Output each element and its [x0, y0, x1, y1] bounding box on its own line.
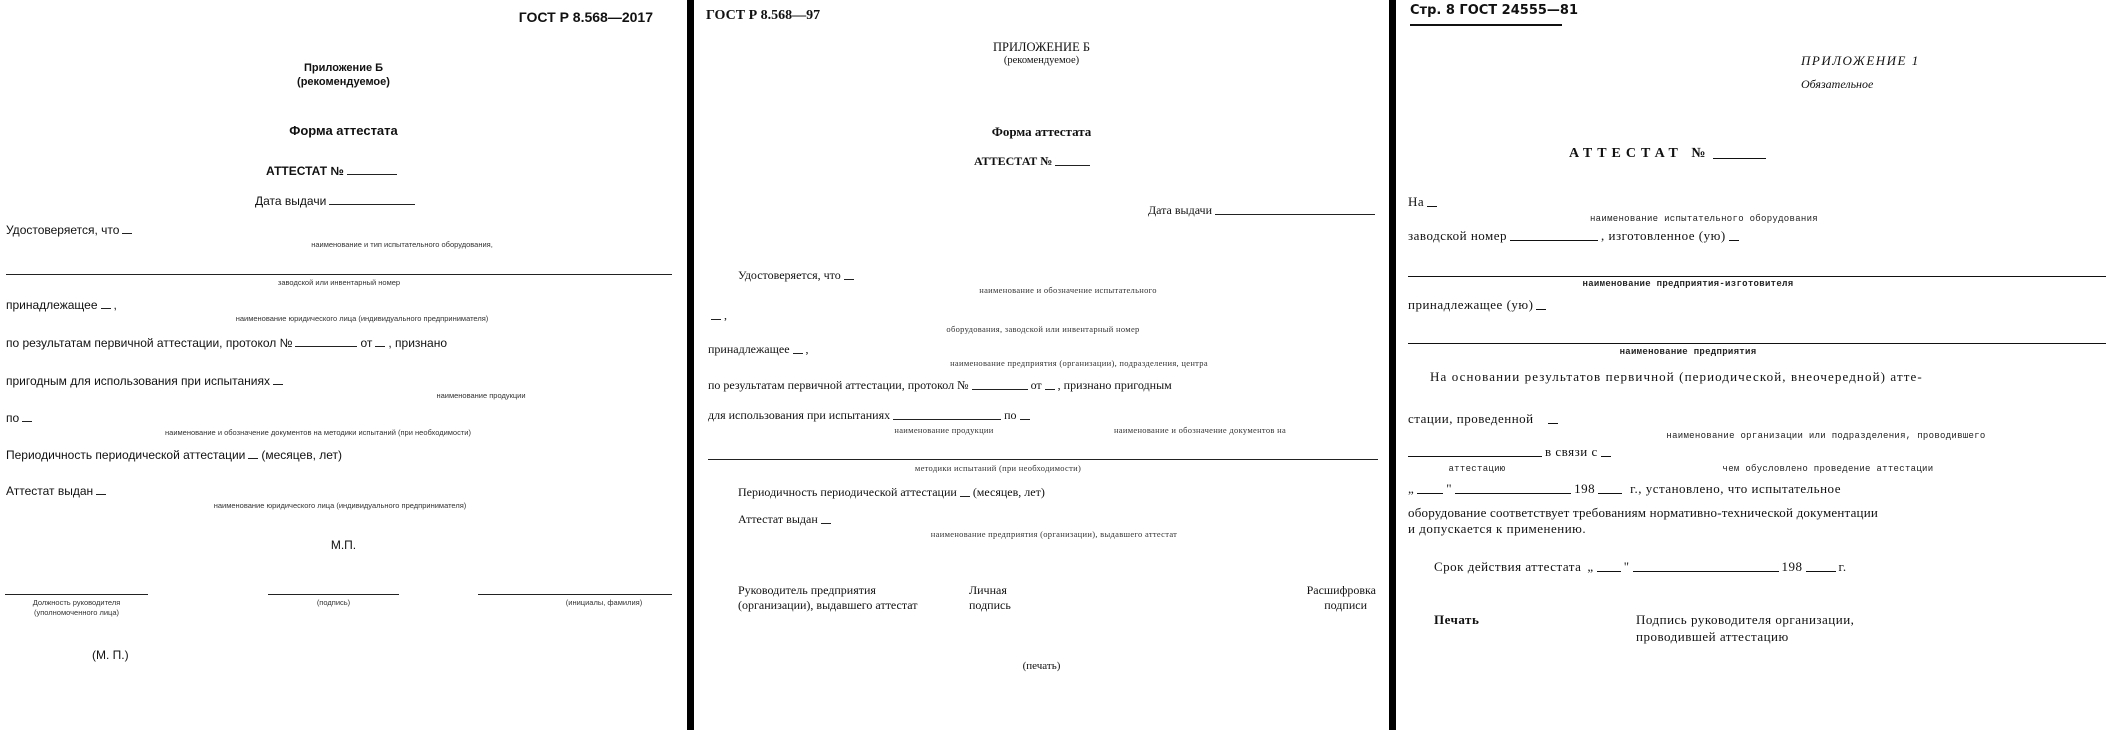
product-field[interactable] — [273, 384, 283, 385]
comma: , — [724, 308, 727, 322]
periodicity-units: (месяцев, лет) — [261, 448, 343, 462]
standard-header: ГОСТ Р 8.568—2017 — [518, 9, 653, 25]
quote-open: „ — [1408, 481, 1415, 496]
name-caption: (инициалы, фамилия) — [565, 598, 643, 607]
validity-label: Срок действия аттестата — [1434, 559, 1582, 574]
belongs-row — [6, 298, 678, 312]
organization-field[interactable] — [1548, 423, 1558, 424]
equipment-serial-row — [708, 308, 1384, 323]
day-field[interactable] — [1417, 493, 1443, 494]
protocol-number-field[interactable] — [972, 389, 1028, 390]
issue-date-field[interactable] — [1215, 214, 1375, 215]
document-gost-r-8-568-97 — [694, 0, 1389, 730]
serial-number-caption: заводской или инвентарный номер — [277, 278, 401, 287]
results-row — [6, 336, 678, 350]
in-connection-label: в связи с — [1545, 444, 1598, 459]
certificate-number-label: АТТЕСТАТ № — [1569, 146, 1711, 161]
certificate-number-field[interactable] — [347, 174, 397, 175]
basis-text: На основании результатов первичной (периодической, внеочередной) атте- — [1430, 369, 1923, 384]
established-text: г., установлено, что испытательное — [1630, 481, 1841, 496]
recognized-label: , признано — [388, 336, 448, 350]
suitable-label: пригодным для использования при испытаниях — [6, 374, 270, 388]
manufactured-label: , изготовленное (ую) — [1601, 228, 1726, 243]
test-methods-caption: наименование и обозначение документов на методики испытаний (при необходимости) — [165, 428, 471, 437]
appendix-title: ПРИЛОЖЕНИЕ Б — [992, 40, 1091, 54]
equipment-field[interactable] — [844, 279, 854, 280]
manufacturer-field-2[interactable] — [1408, 276, 2106, 277]
issued-by-field[interactable] — [821, 523, 831, 524]
certifies-label: Удостоверяется, что — [738, 268, 841, 282]
owner-field[interactable] — [101, 308, 111, 309]
comma: , — [805, 342, 809, 356]
suitable-label: для использования при испытаниях — [708, 408, 891, 422]
in-connection-row — [1408, 444, 2106, 460]
issued-by-row — [738, 512, 1378, 527]
periodicity-units: (месяцев, лет) — [972, 485, 1045, 499]
issue-date-field[interactable] — [329, 204, 415, 205]
issue-date-row — [1148, 203, 1378, 218]
owner-caption: наименование предприятия (организации), подразделения, центра — [950, 358, 1208, 368]
suitable-row — [6, 374, 672, 388]
serial-number-field[interactable] — [1510, 240, 1598, 241]
belongs-row — [1408, 297, 2106, 313]
form-title: Форма аттестата — [289, 123, 398, 138]
protocol-date-field[interactable] — [1045, 389, 1055, 390]
appendix-type: (рекомендуемое) — [1003, 55, 1080, 66]
owner-caption: наименование предприятия — [1619, 347, 1757, 357]
results-row — [708, 378, 1378, 393]
issued-by-label: Аттестат выдан — [6, 484, 94, 498]
product-caption: наименование продукции — [436, 391, 526, 400]
decode-caption-1: Расшифровка — [1306, 583, 1376, 597]
seal-mark: (печать) — [1022, 660, 1061, 672]
certifies-row — [6, 223, 672, 237]
panel-divider — [687, 0, 694, 730]
belongs-label: принадлежащее — [708, 342, 790, 356]
manufacturer-field[interactable] — [1729, 240, 1739, 241]
appendix-type: Обязательное — [1801, 77, 1874, 91]
decode-caption-2: подписи — [1324, 598, 1367, 612]
certificate-number-field[interactable] — [1055, 165, 1090, 166]
signature-caption-1: Подпись руководителя организации, — [1636, 612, 1855, 627]
certificate-number-row — [1569, 146, 1769, 162]
equipment-serial-caption: оборудования, заводской или инвентарный номер — [946, 324, 1140, 334]
periodicity-field[interactable] — [248, 458, 258, 459]
equipment-caption: наименование и тип испытательного оборудования, — [311, 240, 493, 249]
belongs-label: принадлежащее (ую) — [1408, 297, 1534, 312]
belongs-row — [708, 342, 1384, 357]
seal-label: Печать — [1434, 612, 1480, 627]
appendix-type: (рекомендуемое) — [297, 76, 390, 88]
equipment-caption: наименование и обозначение испытательного — [979, 285, 1157, 295]
page-header: Стр. 8 ГОСТ 24555—81 — [1410, 3, 1579, 18]
periodicity-field[interactable] — [960, 496, 970, 497]
admitted-text: и допускается к применению. — [1408, 521, 1587, 536]
validity-quote-close: " — [1623, 559, 1630, 574]
by-row — [6, 411, 672, 425]
validity-year-field[interactable] — [1806, 571, 1836, 572]
owner-field[interactable] — [793, 353, 803, 354]
month-field[interactable] — [1455, 493, 1571, 494]
periodicity-row — [738, 485, 1378, 500]
issue-date-label: Дата выдачи — [1147, 203, 1212, 217]
issue-date-label: Дата выдачи — [255, 194, 327, 208]
test-methods-caption-2: методики испытаний (при необходимости) — [914, 463, 1082, 473]
appendix-title: Приложение Б — [303, 62, 384, 74]
conducted-row — [1408, 411, 2106, 427]
periodicity-row — [6, 448, 672, 462]
form-title: Форма аттестата — [991, 124, 1092, 139]
issued-by-caption: наименование предприятия (организации), выдавшего аттестат — [930, 529, 1178, 539]
certifies-row — [738, 268, 1378, 283]
validity-day-field[interactable] — [1597, 571, 1621, 572]
appendix-title: ПРИЛОЖЕНИЕ 1 — [1801, 53, 1920, 68]
test-methods-field[interactable] — [1020, 419, 1030, 420]
validity-row — [1434, 559, 1847, 575]
document-gost-24555-81 — [1396, 0, 2106, 730]
owner-field-2[interactable] — [1408, 343, 2106, 344]
belongs-label: принадлежащее — [6, 298, 98, 312]
issued-by-label: Аттестат выдан — [738, 512, 818, 526]
manufacturer-caption: наименование предприятия-изготовителя — [1582, 279, 1794, 289]
product-caption: наименование продукции — [894, 425, 994, 435]
signature-caption-2: проводившей аттестацию — [1636, 629, 1789, 644]
signature-line[interactable] — [268, 594, 399, 595]
complies-text: оборудование соответствует требованиям нормативно-технической документации — [1408, 505, 1879, 520]
validity-year-prefix: 198 — [1781, 559, 1803, 574]
owner-caption: наименование юридического лица (индивидуального предпринимателя) — [235, 314, 489, 323]
quote-close: " — [1446, 481, 1453, 496]
serial-label: заводской номер — [1408, 228, 1508, 243]
standard-header: ГОСТ Р 8.568—97 — [706, 8, 821, 23]
certificate-number-row — [266, 164, 400, 178]
periodicity-label: Периодичность периодической аттестации — [6, 448, 246, 462]
equipment-serial-field[interactable] — [711, 319, 721, 320]
serial-row — [1408, 228, 2106, 244]
test-methods-field[interactable] — [22, 421, 32, 422]
protocol-date-field[interactable] — [375, 346, 385, 347]
from-label: от — [360, 336, 373, 350]
serial-number-field[interactable] — [6, 274, 672, 275]
year-field[interactable] — [1598, 493, 1622, 494]
issued-by-caption: наименование юридического лица (индивидуального предпринимателя) — [213, 501, 467, 510]
organization-caption: наименование организации или подразделения, проводившего — [1666, 431, 1986, 441]
equipment-field[interactable] — [122, 233, 132, 234]
validity-year-suffix: г. — [1838, 559, 1847, 574]
results-label: по результатам первичной аттестации, протокол № — [6, 336, 293, 350]
personal-caption-1: Личная — [969, 583, 1007, 597]
certificate-number-label: АТТЕСТАТ № — [974, 154, 1053, 168]
year-prefix: 198 — [1574, 481, 1596, 496]
certificate-number-row — [974, 154, 1093, 169]
results-label: по результатам первичной аттестации, протокол № — [708, 378, 969, 392]
position-signature-line[interactable] — [5, 594, 148, 595]
equipment-caption: наименование испытательного оборудования — [1589, 214, 1819, 224]
owner-field[interactable] — [1536, 309, 1546, 310]
name-signature-line[interactable] — [478, 594, 672, 595]
certificate-number-field[interactable] — [1713, 158, 1766, 159]
comma: , — [113, 298, 117, 312]
stamp-mark: М.П. — [330, 538, 357, 552]
reason-caption: чем обусловлено проведение аттестации — [1722, 464, 1934, 474]
panel-divider — [1389, 0, 1396, 730]
from-label: от — [1030, 378, 1042, 392]
attestation-caption: аттестацию — [1448, 464, 1506, 474]
test-methods-caption: наименование и обозначение документов на — [1113, 425, 1287, 435]
certificate-number-label: АТТЕСТАТ № — [266, 164, 344, 178]
attestation-org-field[interactable] — [1408, 456, 1542, 457]
stamp-mark-2: (М. П.) — [92, 648, 129, 662]
on-label: На — [1408, 194, 1425, 209]
by-label: по — [1004, 408, 1017, 422]
head-caption-2: (организации), выдавшего аттестат — [738, 598, 918, 612]
personal-caption-2: подпись — [969, 598, 1011, 612]
issue-date-row — [255, 194, 418, 208]
recognized-label: , признано пригодным — [1057, 378, 1172, 392]
head-caption-1: Руководитель предприятия — [738, 583, 876, 597]
position-caption-2: (уполномоченного лица) — [33, 608, 120, 617]
protocol-number-field[interactable] — [295, 346, 357, 347]
suitable-row — [708, 408, 1378, 423]
date-row — [1408, 481, 1841, 497]
periodicity-label: Периодичность периодической аттестации — [738, 485, 957, 499]
validity-quote-open: „ — [1587, 559, 1594, 574]
issued-by-field[interactable] — [96, 494, 106, 495]
by-label: по — [6, 411, 20, 425]
on-row — [1408, 194, 2106, 210]
test-methods-field-2[interactable] — [708, 459, 1378, 460]
document-gost-r-8-568-2017 — [0, 0, 687, 730]
validity-month-field[interactable] — [1633, 571, 1779, 572]
reason-field[interactable] — [1601, 456, 1611, 457]
issued-by-row — [6, 484, 672, 498]
position-caption-1: Должность руководителя — [32, 598, 121, 607]
header-rule — [1410, 24, 1562, 26]
signature-caption: (подпись) — [316, 598, 351, 607]
certifies-label: Удостоверяется, что — [6, 223, 120, 237]
conducted-label: стации, проведенной — [1408, 411, 1534, 426]
equipment-field[interactable] — [1427, 206, 1437, 207]
product-field[interactable] — [893, 419, 1001, 420]
